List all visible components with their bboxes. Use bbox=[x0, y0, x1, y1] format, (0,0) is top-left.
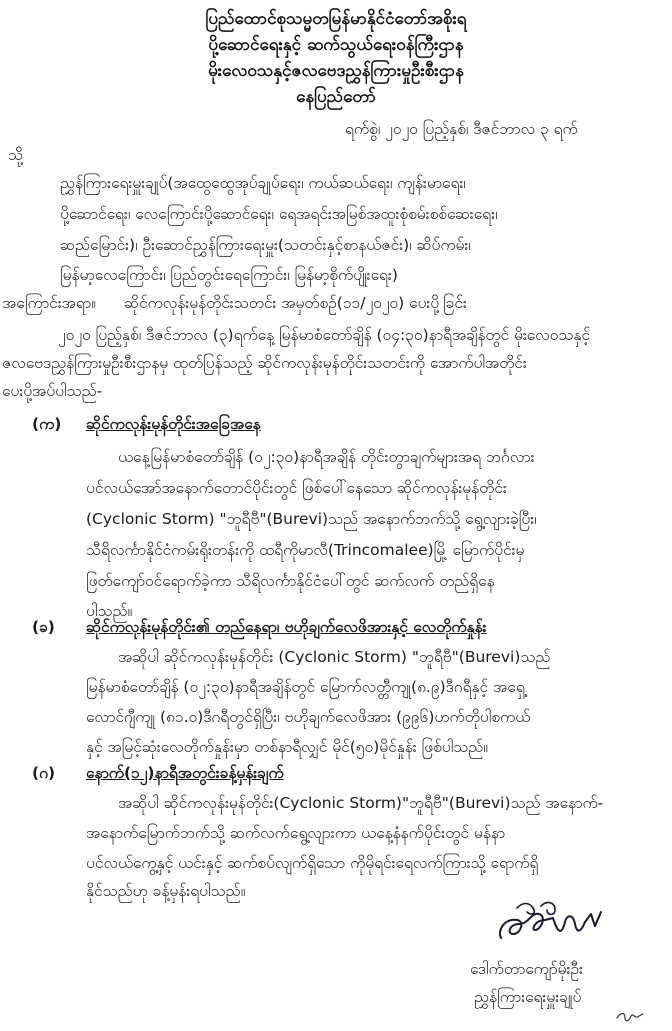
initial-mark bbox=[615, 1008, 645, 1024]
section-kha-line: လောင်ဂျီကျု (၈၁.၀)ဒီဂရီတွင်ရှိပြီး၊ ဗဟိုချက်လေဖိအား (၉၉၆)ဟက်တိုပါစကယ် bbox=[86, 708, 531, 726]
subject-label: အကြောင်းအရာ။ bbox=[2, 294, 96, 312]
section-kha-line: မြန်မာစံတော်ချိန် (၀၂:၃၀)နာရီအချိန်တွင် မြောက်လတ္တီကျု(၈.၉)ဒီဂရီနှင့် အရှေ့ bbox=[86, 678, 525, 696]
letterhead-city: နေပြည်တော် bbox=[296, 87, 376, 107]
section-ka-line: ပင်လယ်အော်အနောက်တောင်ပိုင်းတွင် ဖြစ်ပေါ်နေသော ဆိုင်ကလုန်းမုန်တိုင်း bbox=[86, 479, 507, 497]
recipient-line: မြန်မာ့လေကြောင်း၊ ပြည်တွင်းရေကြောင်း၊ မြန်မာ့စိုက်ပျိုးရေး) bbox=[60, 266, 398, 284]
letterhead-government: ပြည်ထောင်စုသမ္မတမြန်မာနိုင်ငံတော်အစိုးရ bbox=[205, 9, 467, 29]
subject-text: ဆိုင်ကလုန်းမုန်တိုင်းသတင်း အမှတ်စဉ်(၁၁/၂၀၂၀) ပေးပို့ခြင်း bbox=[124, 294, 467, 312]
letterhead-department: မိုးလေဝသနှင့်ဇလဗေဒညွှန်ကြားမှုဦးစီးဌာန bbox=[208, 61, 464, 81]
section-ga-line: အနောက်မြောက်ဘက်သို့ ဆက်လက်ရွေ့လျားကာ ယနေ့နံနက်ပိုင်းတွင် မန်နာ bbox=[86, 824, 506, 842]
section-ga-line: အဆိုပါ ဆိုင်ကလုန်းမုန်တိုင်း(Cyclonic Storm)"ဘူရီဗီ"(Burevi)သည် အနောက်- bbox=[118, 794, 604, 812]
section-ka-line: သီရိလင်္ကာနိုင်ငံကမ်းရိုးတန်းကို ထရီကိုမာလီ(Trincomalee)မြို့ မြောက်ပိုင်းမှ bbox=[86, 541, 525, 559]
section-ga-label: (ဂ) bbox=[32, 764, 56, 782]
letterhead-ministry: ပို့ဆောင်ရေးနှင့် ဆက်သွယ်ရေးဝန်ကြီးဌာန bbox=[208, 35, 464, 55]
section-kha-title: ဆိုင်ကလုန်းမုန်တိုင်း၏ တည်နေရာ၊ ဗဟိုချက်လေဖိအားနှင့် လေတိုက်နှုန်း bbox=[86, 618, 487, 636]
intro-line: ပေးပို့အပ်ပါသည်- bbox=[2, 382, 103, 400]
recipient-line: ပို့ဆောင်ရေး၊ လေကြောင်းပို့ဆောင်ရေး၊ ရေအရင်းအမြစ်အထူးစုံစမ်းစစ်ဆေးရေး၊ bbox=[60, 205, 498, 223]
signatory-name: ဒေါက်တာကျော်မိုးဦး bbox=[470, 960, 583, 978]
section-ka-line: ဖြတ်ကျော်ဝင်ရောက်ခဲ့ကာ သီရိလင်္ကာနိုင်ငံပေါ်တွင် ဆက်လက် တည်ရှိနေ bbox=[86, 572, 495, 590]
recipient-line: ညွှန်ကြားရေးမှူးချုပ်(အထွေထွေအုပ်ချုပ်ရေး၊ ကယ်ဆယ်ရေး၊ ကျန်းမာရေး၊ bbox=[60, 174, 466, 192]
section-ka-line: (Cyclonic Storm) "ဘူရီဗီ"(Burevi)သည် အနောက်ဘက်သို့ ရွေ့လျားခဲ့ပြီး၊ bbox=[86, 510, 537, 528]
section-ka-label: (က) bbox=[32, 415, 62, 433]
to-label: သို့ bbox=[8, 146, 23, 164]
section-kha-label: (ခ) bbox=[32, 618, 55, 636]
section-ka-line: ပါသည်။ bbox=[86, 602, 133, 620]
section-ka-line: ယနေ့မြန်မာစံတော်ချိန် (၀၂:၃၀)နာရီအချိန် တိုင်းတွာချက်များအရ ဘင်္ဂလား bbox=[118, 448, 535, 466]
section-kha-line: နှင့် အမြင့်ဆုံးလေတိုက်နှုန်းမှာ တစ်နာရီလျှင် မိုင်(၅၀)မိုင်နှုန်း ဖြစ်ပါသည်။ bbox=[86, 738, 488, 756]
intro-line: ၂၀၂၀ ပြည့်နှစ်၊ ဒီဇင်ဘာလ (၃)ရက်နေ့ မြန်မာစံတော်ချိန် (၀၄:၃၀)နာရီအချိန်တွင် မိုးလေဝသနှင့် bbox=[58, 326, 591, 344]
signatory-title: ညွှန်ကြားရေးမှူးချုပ် bbox=[474, 988, 582, 1006]
section-ka-title: ဆိုင်ကလုန်းမုန်တိုင်းအခြေအနေ bbox=[86, 415, 261, 433]
handwritten-signature bbox=[495, 900, 615, 950]
section-ga-line: ပင်လယ်ကွေ့နှင့် ယင်းနှင့် ဆက်စပ်လျက်ရှိသော ကိုမိုရင်းရေလက်ကြားသို့ ရောက်ရှိ bbox=[86, 854, 539, 872]
letterhead bbox=[0, 6, 672, 110]
recipient-line: ဆည်မြောင်း)၊ ဦးဆောင်ညွှန်ကြားရေးမှူး(သတင်းနှင့်စာနယ်ဇင်း)၊ ဆိပ်ကမ်း၊ bbox=[60, 236, 471, 254]
intro-line: ဇလဗေဒညွှန်ကြားမှုဦးစီးဌာနမှ ထုတ်ပြန်သည့် ဆိုင်ကလုန်းမုန်တိုင်းသတင်းကို အောက်ပါအတိုင်း bbox=[2, 354, 527, 372]
letter-date: ရက်စွဲ၊ ၂၀၂၀ ပြည့်နှစ်၊ ဒီဇင်ဘာလ ၃ ရက် bbox=[345, 120, 578, 138]
section-ga-line: နိုင်သည်ဟု ခန့်မှန်းရပါသည်။ bbox=[86, 882, 246, 900]
section-kha-line: အဆိုပါ ဆိုင်ကလုန်းမုန်တိုင်း (Cyclonic Storm) "ဘူရီဗီ"(Burevi)သည် bbox=[118, 648, 551, 666]
section-ga-title: နောက်(၁၂)နာရီအတွင်းခန့်မှန်းချက် bbox=[86, 764, 284, 782]
